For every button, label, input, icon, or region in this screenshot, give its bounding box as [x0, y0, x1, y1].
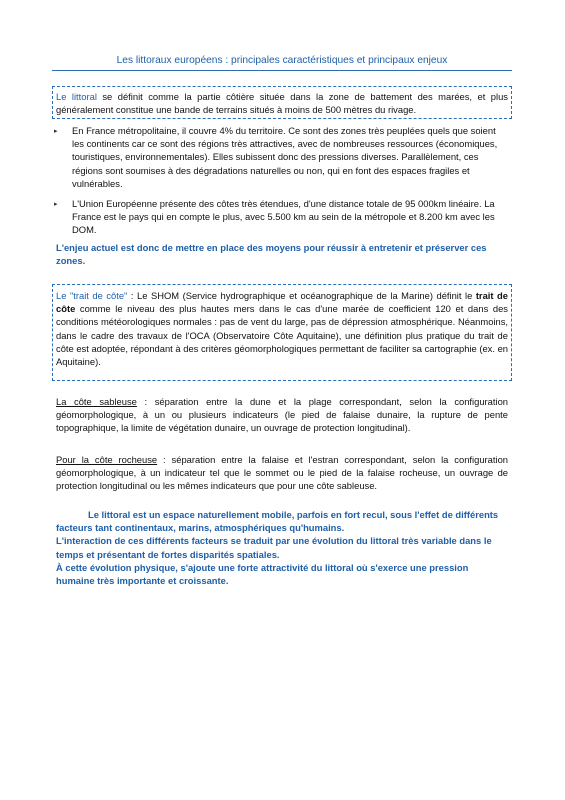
bullet-icon: ▸: [54, 128, 58, 135]
bullet-europe: L'Union Européenne présente des côtes très étendues, d'une distance totale de 95 000km linéaire. La France est le pays qui en compte le plus, avec 5.500 km au sein de la métropole et 8.200 km avec les DOM.: [72, 198, 495, 236]
cote-rocheuse-paragraph: [56, 453, 508, 493]
trait-de-cote-term: Le "trait de côte": [56, 290, 128, 301]
conclusion-line-3: À cette évolution physique, s'ajoute une forte attractivité du littoral où s'exerce une pression humaine très importante et croissante.: [56, 561, 469, 587]
enjeu-statement: L'enjeu actuel est donc de mettre en place des moyens pour réussir à entretenir et préserver ces zones.: [56, 242, 487, 267]
conclusion: [56, 508, 508, 587]
cote-sableuse-term: La côte sableuse: [56, 396, 137, 407]
trait-de-cote-text-a: : Le SHOM (Service hydrographique et océanographique de la Marine) définit le: [127, 290, 476, 301]
littoral-definition: [56, 90, 508, 116]
conclusion-line-2: L'interaction de ces différents facteurs se traduit par une évolution du littoral très variable dans le temps et présentant de fortes disparités spatiales.: [56, 535, 492, 560]
bullet-icon: ▸: [54, 201, 58, 208]
trait-de-cote-term-bold: trait de côte: [56, 290, 508, 315]
bullet-france: En France métropolitaine, il couvre 4% du territoire. Ce sont des zones très peuplées quels que soient les continents car ce sont des régions très attractives, avec de nombreuses ressources (économiques, touristiques, environnementales). Elles subissent donc des pressions diverses. Parallèlement, ces régions sont soumises à des dégradations naturelles ou non, qui en font des espaces fragiles et vulnérables.: [72, 125, 498, 189]
cote-sableuse-text: : séparation entre la dune et la plage correspondant, selon la configuration géomorphologique, à un ou plusieurs indicateurs (le pied de falaise dunaire, la rupture de pente topographique, la limite de végétation dunaire, un ouvrage de protection longitudinal).: [56, 396, 508, 434]
trait-de-cote-definition: [56, 289, 508, 368]
cote-sableuse-paragraph: [56, 395, 508, 435]
title-underline: [52, 70, 512, 71]
page-title: Les littoraux européens : principales caractéristiques et principaux enjeux: [116, 55, 448, 66]
conclusion-line-1: Le littoral est un espace naturellement mobile, parfois en fort recul, sous l'effet de différents facteurs tant continentaux, marins, atmosphériques qu'humains.: [56, 509, 499, 534]
cote-rocheuse-term: Pour la côte rocheuse: [56, 454, 158, 465]
littoral-definition-text: se définit comme la partie côtière située dans la zone de battement des marées, et plus généralement constitue une bande de terrains situés à moins de 500 mètres du rivage.: [56, 91, 508, 116]
littoral-term: Le littoral: [56, 91, 97, 102]
cote-rocheuse-text: : séparation entre la falaise et l'estran correspondant, selon la configuration géomorphologique, à un indicateur tel que le sommet ou le pied de la falaise rocheuse, un ouvrage de protection longitudinal ou les mêmes indicateurs que pour une côte sableuse.: [56, 454, 508, 492]
trait-de-cote-text-b: comme le niveau des plus hautes mers dans le cas d'une marée de coefficient 120 et dans des conditions météorologiques normales : pas de vent du large, pas de dépression atmosphérique. Néanmoins, dans le cadre des travaux de l'OCA (Observatoire Côte Aquitaine), une définition plus pratique du trait de côte est adoptée, répondant à des critères géomorphologiques permettant de faciliter sa cartographie (ex. en Aquitaine).: [56, 303, 508, 368]
